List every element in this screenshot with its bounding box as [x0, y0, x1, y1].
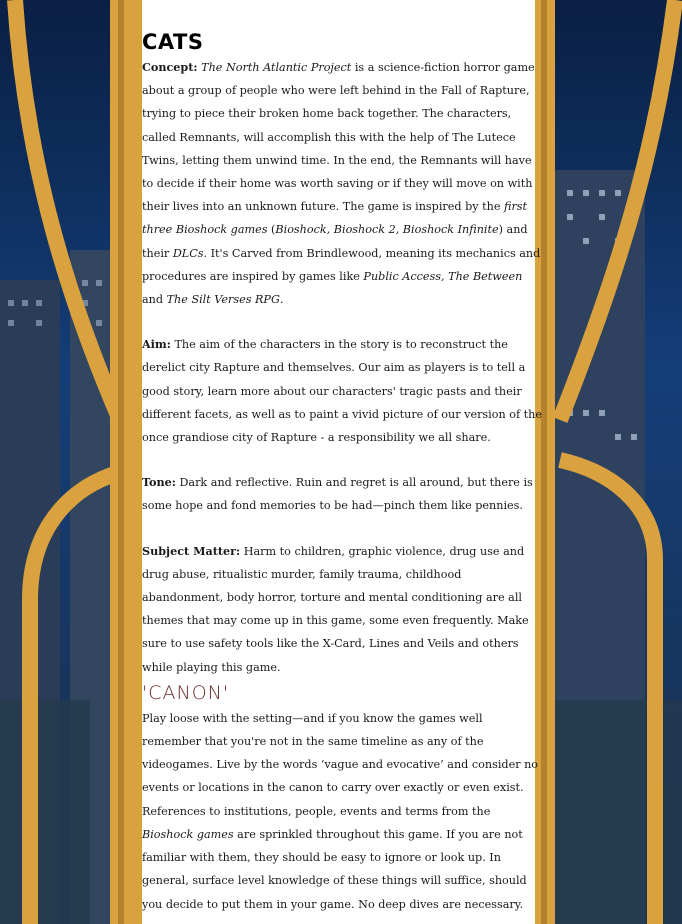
canon-paragraph-2 [142, 800, 542, 916]
concept-text-2: ( [267, 223, 276, 237]
canon-bioshock-games: Bioshock games [142, 827, 234, 841]
subject-paragraph [142, 540, 542, 679]
tone-label: Tone: [142, 475, 176, 490]
concept-project-name: The North Atlantic Project [201, 61, 352, 74]
document-content [142, 28, 542, 916]
concept-games: Public Access, The Between [363, 269, 523, 283]
art-deco-background-right [535, 0, 682, 924]
canon-heading: 'CANON' [142, 681, 230, 704]
left-decorative-panel [0, 0, 142, 924]
concept-dlcs: DLCs [172, 246, 204, 260]
canon-text-2: are sprinkled throughout this game. If you are not familiar with them, they should be easy to ignore or look up. In general, surface level knowledge of these things will suffice, should you decide to put them in your game. No deep dives are necessary. [142, 827, 527, 911]
canon-text-1: References to institutions, people, events and terms from the [142, 804, 491, 818]
tone-text: Dark and reflective. Ruin and regret is all around, but there is some hope and fond memories to be had—pinch them like pennies. [142, 476, 533, 513]
concept-paragraph [142, 56, 542, 311]
concept-text-5: and [142, 293, 167, 307]
subject-label: Subject Matter: [142, 543, 241, 558]
right-decorative-panel [535, 0, 682, 924]
concept-label: Concept: [142, 60, 198, 74]
concept-text-4: . It's Carved from Brindlewood, meaning its mechanics and procedures are inspired by games like [142, 246, 541, 283]
concept-game-list: Bioshock, Bioshock 2, Bioshock Infinite [275, 223, 499, 237]
canon-paragraph-1: Play loose with the setting—and if you know the games well remember that you're not in the same timeline as any of the videogames. Live by the words ‘vague and evocative’ and consider no events or locations in the canon to carry over exactly or even exist. [142, 711, 539, 795]
concept-silt-verses: The Silt Verses RPG [166, 293, 280, 307]
subject-text: Harm to children, graphic violence, drug use and drug abuse, ritualistic murder, family trauma, childhood abandonment, body horror, torture and mental conditioning are all themes that may come up in this game, some even frequently. Make sure to use safety tools like the X-Card, Lines and Veils and others while playing this game. [142, 544, 529, 674]
aim-paragraph [142, 333, 542, 449]
tone-paragraph [142, 471, 542, 517]
concept-text-1: is a science-fiction horror game about a group of people who were left behind in the Fall of Rapture, trying to piece their broken home back together. The characters, called Remnants, will accomplish this with the help of The Lutece Twins, letting them unwind time. In the end, the Remnants will have to decide if their home was worth saving or if they will move on with their lives into an unknown future. The game is inspired by the [142, 61, 535, 214]
concept-text-6: . [279, 293, 284, 307]
page-title: CATS [142, 30, 204, 54]
concept-inspiration: first three Bioshock games [142, 200, 528, 237]
aim-text: The aim of the characters in the story is to reconstruct the derelict city Rapture and themselves. Our aim as players is to tell a good story, learn more about our characters' tragic pasts and their different facets, as well as to paint a vivid picture of our version of the once grandiose city of Rapture - a responsibility we all share. [142, 338, 542, 445]
art-deco-background-left [0, 0, 142, 924]
aim-label: Aim: [142, 337, 171, 352]
concept-text-3: ) and their [142, 223, 528, 260]
